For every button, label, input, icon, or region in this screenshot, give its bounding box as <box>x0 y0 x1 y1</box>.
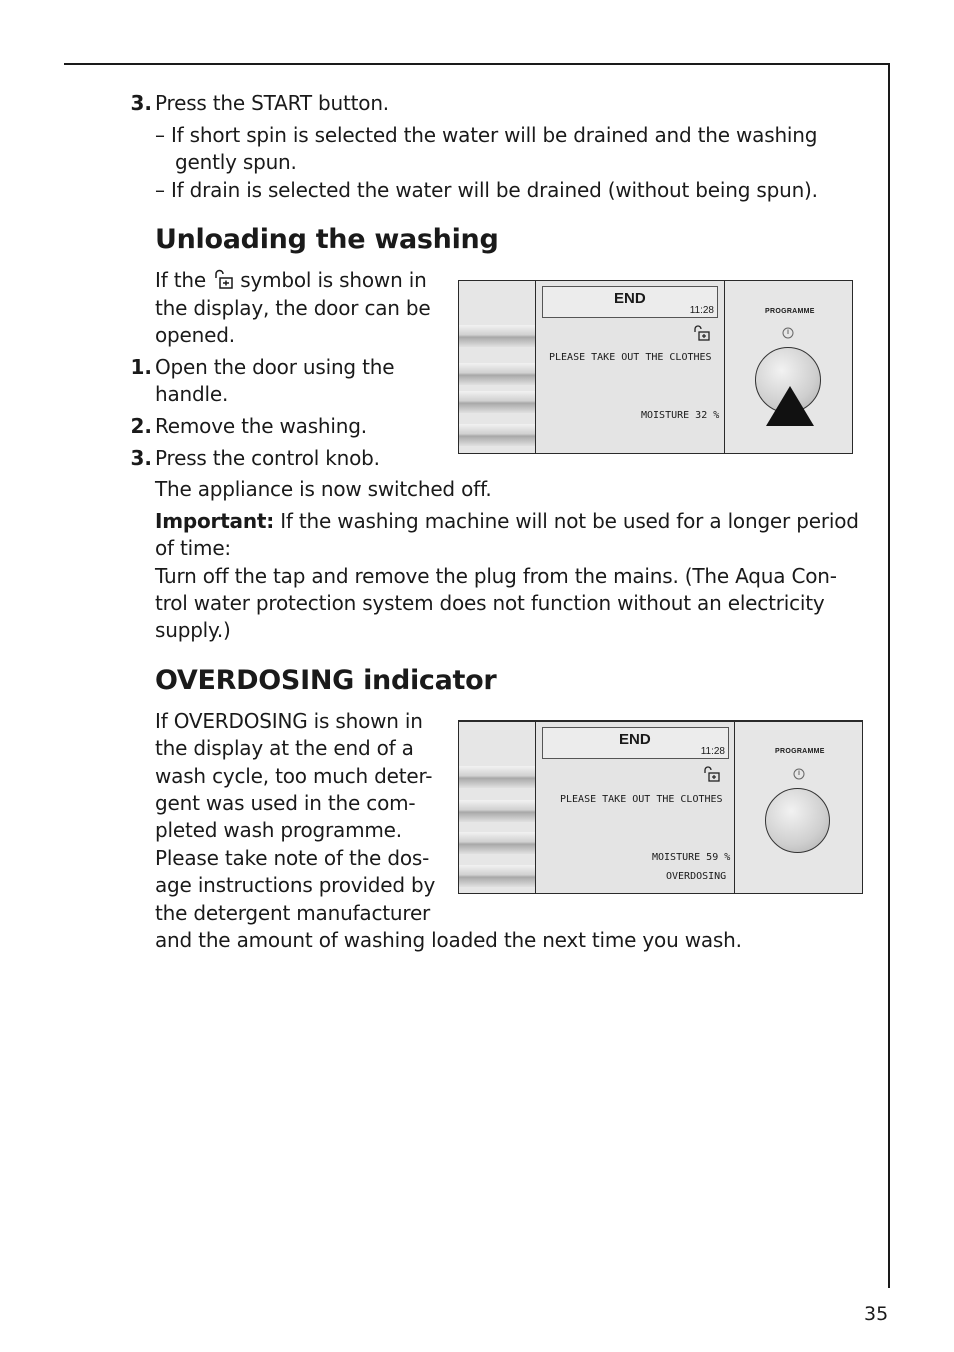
important-line: trol water protection system does not function without an electricity <box>155 591 825 615</box>
intro-line: opened. <box>155 323 235 347</box>
programme-knob[interactable] <box>765 788 830 853</box>
end-label: END <box>614 290 646 307</box>
overdosing-line: pleted wash programme. <box>155 818 402 842</box>
section-heading: Unloading the washing <box>155 224 499 255</box>
programme-label: PROGRAMME <box>765 308 815 315</box>
overdosing-line: the display at the end of a <box>155 736 414 760</box>
programme-label: PROGRAMME <box>775 748 825 755</box>
intro-line <box>155 267 427 295</box>
time-readout: 11:28 <box>700 746 725 757</box>
bullet-line: gently spun. <box>175 150 297 174</box>
overdosing-line: and the amount of washing loaded the next time you wash. <box>155 928 742 952</box>
control-panel-illustration <box>458 720 863 894</box>
time-readout: 11:28 <box>689 305 714 316</box>
important-line: Turn off the tap and remove the plug from the mains. (The Aqua Con- <box>155 564 837 588</box>
overdosing-line: the detergent manufacturer <box>155 901 431 925</box>
lcd-display <box>536 722 735 893</box>
overdosing-line: wash cycle, too much deter- <box>155 764 433 788</box>
step-text: handle. <box>155 382 229 406</box>
door-unlock-icon <box>693 325 711 345</box>
step-number: 1. <box>130 355 152 379</box>
lcd-moisture: MOISTURE 59 % <box>652 852 731 863</box>
overdosing-line: Please take note of the dos- <box>155 846 430 870</box>
intro-text: If the <box>155 268 206 292</box>
power-icon <box>793 765 805 784</box>
lcd-display <box>536 281 725 453</box>
intro-line: the display, the door can be <box>155 296 431 320</box>
page-number: 35 <box>864 1303 889 1325</box>
programme-area <box>735 722 862 893</box>
important-line: supply.) <box>155 618 231 642</box>
step-number: 2. <box>130 414 152 438</box>
step-number: 3. <box>130 91 152 115</box>
overdosing-line: age instructions provided by <box>155 873 436 897</box>
important-text: If the washing machine will not be used for a longer period <box>274 509 859 533</box>
end-label: END <box>619 731 651 748</box>
section-heading: OVERDOSING indicator <box>155 665 497 696</box>
end-box <box>542 727 729 759</box>
door-unlock-icon <box>212 269 234 289</box>
door-unlock-icon <box>703 766 721 786</box>
bullet-line: – If short spin is selected the water will be drained and the washing <box>155 123 818 147</box>
intro-text: symbol is shown in <box>240 268 427 292</box>
step-text: Press the START button. <box>155 91 389 115</box>
arrow-up-icon <box>765 385 815 431</box>
bullet-line: – If drain is selected the water will be drained (without being spun). <box>155 178 818 202</box>
power-icon <box>782 324 794 343</box>
lcd-overdosing: OVERDOSING <box>666 871 727 882</box>
step-number: 3. <box>130 446 152 470</box>
switched-off-text: The appliance is now switched off. <box>155 477 492 501</box>
end-box <box>542 286 718 318</box>
important-line: of time: <box>155 536 231 560</box>
lcd-moisture: MOISTURE 32 % <box>641 410 720 421</box>
lcd-message: PLEASE TAKE OUT THE CLOTHES <box>549 352 712 363</box>
overdosing-line: gent was used in the com- <box>155 791 416 815</box>
right-rule <box>888 63 890 1288</box>
important-line <box>155 508 859 536</box>
control-panel-illustration <box>458 280 853 454</box>
step-text: Press the control knob. <box>155 446 380 470</box>
lcd-message: PLEASE TAKE OUT THE CLOTHES <box>560 794 723 805</box>
step-text: Remove the washing. <box>155 414 367 438</box>
important-label: Important: <box>155 509 275 533</box>
programme-area <box>725 281 852 453</box>
panel-side-strip <box>459 281 536 453</box>
overdosing-line: If OVERDOSING is shown in <box>155 709 423 733</box>
top-rule <box>64 63 890 65</box>
step-text: Open the door using the <box>155 355 395 379</box>
panel-side-strip <box>459 722 536 893</box>
